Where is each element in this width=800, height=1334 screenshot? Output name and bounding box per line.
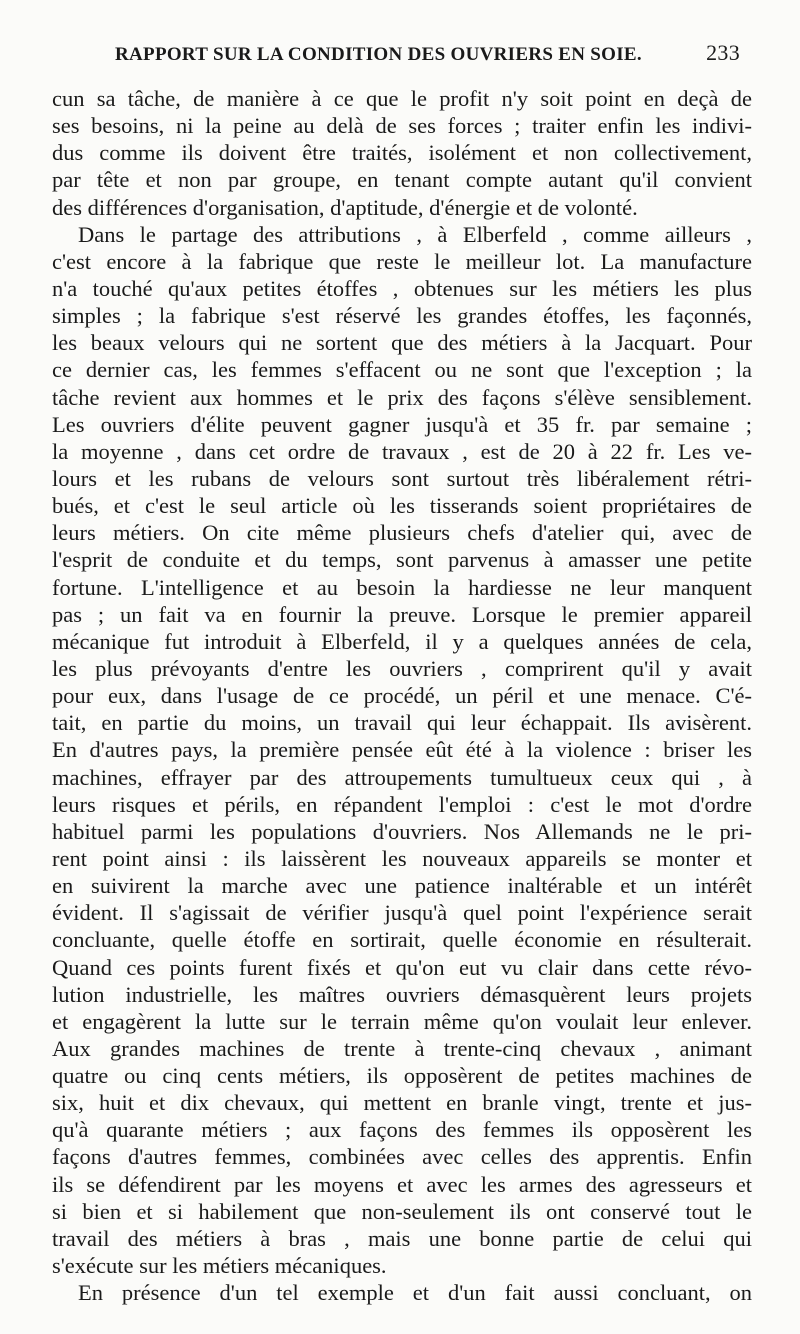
text-line: fortune. L'intelligence et au besoin la hardiesse ne leur manquent (52, 574, 752, 600)
text-line: En présence d'un tel exemple et d'un fait aussi concluant, on (78, 1280, 752, 1306)
text-line: en suivirent la marche avec une patience inaltérable et un intérêt (52, 873, 752, 899)
text-line: qu'à quarante métiers ; aux façons des femmes ils opposèrent les (52, 1117, 752, 1143)
text-line: s'exécute sur les métiers mécaniques. (52, 1253, 387, 1279)
text-line: rent point ainsi : ils laissèrent les nouveaux appareils se monter et (52, 845, 752, 871)
text-line: leurs risques et périls, en répandent l'emploi : c'est le mot d'ordre (52, 791, 752, 817)
text-line: n'a touché qu'aux petites étoffes , obtenues sur les métiers les plus (52, 275, 752, 301)
text-line: l'esprit de conduite et du temps, sont parvenus à amasser une petite (52, 547, 752, 573)
text-line: dus comme ils doivent être traités, isolément et non collectivement, (52, 140, 752, 166)
page-number: 233 (706, 40, 740, 65)
text-line: cun sa tâche, de manière à ce que le profit n'y soit point en deçà de (52, 86, 752, 111)
text-line: concluante, quelle étoffe en sortirait, quelle économie en résulterait. (52, 927, 752, 953)
text-line: façons d'autres femmes, combinées avec celles des apprentis. Enfin (52, 1144, 752, 1170)
text-line: ils se défendirent par les moyens et avec les armes des agresseurs et (52, 1171, 752, 1197)
text-line: si bien et si habilement que non-seulement ils ont conservé tout le (52, 1198, 752, 1224)
text-line: les beaux velours qui ne sortent que des métiers à la Jacquart. Pour (52, 330, 752, 356)
text-line: et engagèrent la lutte sur le terrain même qu'on voulait leur enlever. (52, 1008, 752, 1034)
text-line: Dans le partage des attributions , à Elberfeld , comme ailleurs , (78, 221, 752, 247)
text-line: bués, et c'est le seul article où les tisserands soient propriétaires de (52, 493, 752, 519)
text-line: la moyenne , dans cet ordre de travaux , est de 20 à 22 fr. Les ve- (52, 438, 752, 464)
text-line: leurs métiers. On cite même plusieurs chefs d'atelier qui, avec de (52, 520, 752, 546)
running-title: RAPPORT SUR LA CONDITION DES OUVRIERS EN SOIE. (115, 44, 642, 65)
text-line: quatre ou cinq cents métiers, ils opposèrent de petites machines de (52, 1063, 752, 1089)
text-line: les plus prévoyants d'entre les ouvriers , comprirent qu'il y avait (52, 655, 752, 681)
text-line: habituel parmi les populations d'ouvriers. Nos Allemands ne le pri- (52, 818, 752, 844)
text-line: machines, effrayer par des attroupements tumultueux ceux qui , à (52, 764, 752, 790)
text-line: travail des métiers à bras , mais une bonne partie de celui qui (52, 1225, 752, 1251)
text-line: six, huit et dix chevaux, qui mettent en branle vingt, trente et jus- (52, 1090, 752, 1116)
text-line: ses besoins, ni la peine au delà de ses forces ; traiter enfin les indivi- (52, 113, 752, 139)
text-line: évident. Il s'agissait de vérifier jusqu'à quel point l'expérience serait (52, 900, 752, 926)
text-line: par tête et non par groupe, en tenant compte autant qu'il convient (52, 167, 752, 193)
text-line: lours et les rubans de velours sont surtout très libéralement rétri- (52, 465, 752, 491)
text-line: pour eux, dans l'usage de ce procédé, un péril et une menace. C'é- (52, 683, 752, 709)
text-line: tait, en partie du moins, un travail qui leur échappait. Ils avisèrent. (52, 710, 752, 736)
text-line: simples ; la fabrique s'est réservé les grandes étoffes, les façonnés, (52, 303, 752, 329)
text-line: lution industrielle, les maîtres ouvriers démasquèrent leurs projets (52, 981, 752, 1007)
text-line: pas ; un fait va en fournir la preuve. Lorsque le premier appareil (52, 601, 752, 627)
text-line: Aux grandes machines de trente à trente-cinq chevaux , animant (52, 1035, 752, 1061)
text-line: Quand ces points furent fixés et qu'on eut vu clair dans cette révo- (52, 954, 752, 980)
text-line: En d'autres pays, la première pensée eût été à la violence : briser les (52, 737, 752, 763)
text-line: tâche revient aux hommes et le prix des façons s'élève sensiblement. (52, 384, 752, 410)
text-line: mécanique fut introduit à Elberfeld, il y a quelques années de cela, (52, 628, 752, 654)
text-line: ce dernier cas, les femmes s'effacent ou ne sont que l'exception ; la (52, 357, 752, 383)
running-header (115, 40, 740, 70)
body-text (52, 85, 752, 1306)
text-line: Les ouvriers d'élite peuvent gagner jusqu'à et 35 fr. par semaine ; (52, 411, 752, 437)
text-line: des différences d'organisation, d'aptitude, d'énergie et de volonté. (52, 194, 638, 220)
text-line: c'est encore à la fabrique que reste le meilleur lot. La manufacture (52, 248, 752, 274)
